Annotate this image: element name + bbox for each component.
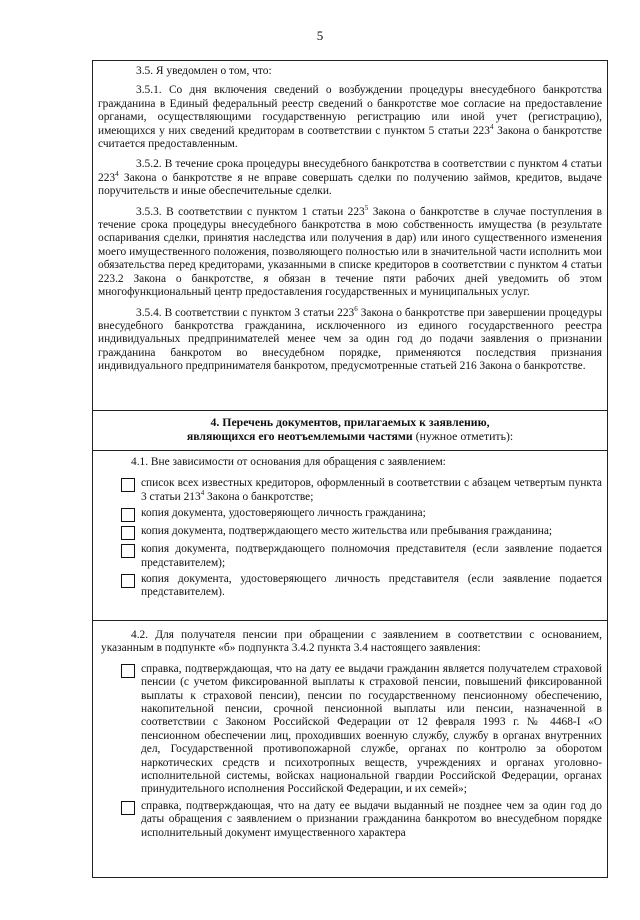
form-frame bbox=[92, 60, 608, 878]
document-checkbox-item bbox=[101, 507, 602, 522]
document-label: копия документа, подтверждающего полномочия представителя (если заявление подается представителем); bbox=[141, 543, 602, 569]
checkbox[interactable] bbox=[121, 801, 135, 815]
checkbox[interactable] bbox=[121, 664, 135, 678]
section-3-5 bbox=[93, 61, 607, 411]
document-checkbox-item bbox=[101, 543, 602, 570]
checkbox[interactable] bbox=[121, 544, 135, 558]
section-4-1-heading: 4.1. Вне зависимости от основания для обращения с заявлением: bbox=[131, 456, 446, 468]
section-3-5-lead: 3.5. Я уведомлен о том, что: bbox=[136, 65, 272, 77]
checkbox[interactable] bbox=[121, 508, 135, 522]
section-4-title bbox=[93, 411, 607, 451]
document-checkbox-item bbox=[101, 477, 602, 504]
section-4-title-line-2: являющихся его неотъемлемыми частями bbox=[186, 429, 413, 443]
checkbox[interactable] bbox=[121, 574, 135, 588]
paragraph-3-5-1: 3.5.1. Со дня включения сведений о возбуждении процедуры внесудебного банкротства гражданина в Единый федеральный реестр сведений о банкротстве мое согласие на предоставление органами, осуществляющими государственную регистрацию или иной учет (регистрацию), имеющихся у них сведений кредиторам в соответствии с пунктом 5 статьи $223^4$ Закона о банкротстве считается предоставленным. bbox=[98, 84, 602, 151]
checkbox[interactable] bbox=[121, 478, 135, 492]
section-4-title-note: (нужное отметить): bbox=[412, 429, 514, 443]
paragraph-3-5-3: 3.5.3. В соответствии с пунктом 1 статьи $223^5$ Закона о банкротстве в случае поступления в течение срока процедуры внесудебного банкротства в мою собственность имущества (в результате оспаривания сделки, принятия наследства или получения в дар) или иного существенного изменения моего имущественного положения, позволяющего полностью или в значительной части исполнить мои обязательства перед кредиторами, указанными в списке кредиторов в соответствии с пунктом 4 статьи 223.2 Закона о банкротстве, я обязан в течение пяти рабочих дней уведомить об этом многофункциональный центр предоставления государственных и муниципальных услуг. bbox=[98, 203, 602, 299]
page-number: 5 bbox=[316, 28, 324, 43]
section-4-title-line-1: 4. Перечень документов, прилагаемых к заявлению, bbox=[210, 415, 490, 429]
checkbox[interactable] bbox=[121, 526, 135, 540]
document-label: копия документа, удостоверяющего личность представителя (если заявление подается представителем). bbox=[141, 573, 602, 599]
paragraph-3-5-4: 3.5.4. В соответствии с пунктом 3 статьи $223^6$ Закона о банкротстве при завершении процедуры внесудебного банкротства гражданина, исключенного из единого государственного реестра индивидуальных предпринимателей менее чем за один год до подачи заявления о признании гражданина банкротом во внесудебном порядке, применяются последствия признания индивидуального предпринимателя банкротом, предусмотренные статьей 216 Закона о банкротстве. bbox=[98, 304, 602, 373]
section-4-2 bbox=[93, 621, 607, 877]
document-label: копия документа, удостоверяющего личность гражданина; bbox=[141, 507, 426, 520]
document-label: справка, подтверждающая, что на дату ее выдачи гражданин является получателем страховой пенсии (с учетом фиксированной выплаты к страховой пенсии, повышений фиксированной выплаты к страховой пенсии), пенсии по государственному пенсионному обеспечению, накопительной пенсии, срочной пенсионной выплаты или пенсии, назначенной в соответствии с Законом Российской Федерации от 12 февраля 1993 г. № 4468-I «О пенсионном обеспечении лиц, проходивших военную службу, службу в органах внутренних дел, Государственной противопожарной службе, органах по контролю за оборотом наркотических средств и психотропных веществ, учреждениях и органах уголовно-исполнительной системы, войсках национальной гвардии Российской Федерации, органах принудительного исполнения Российской Федерации, и их семей»; bbox=[141, 662, 602, 796]
section-4-2-heading: 4.2. Для получателя пенсии при обращении с заявлением в соответствии с основанием, указанным в подпункте «б» подпункта 3.4.2 пункта 3.4 настоящего заявления: bbox=[101, 629, 602, 655]
document-checkbox-item bbox=[101, 525, 602, 540]
document-checkbox-item bbox=[101, 573, 602, 600]
document-checkbox-item bbox=[101, 663, 602, 797]
document-label: список всех известных кредиторов, оформленный в соответствии с абзацем четвертым пункта 3 статьи $213^4$ Закона о банкротстве; bbox=[141, 477, 602, 503]
document-checkbox-item bbox=[101, 800, 602, 840]
document-label: справка, подтверждающая, что на дату ее выдачи выданный не позднее чем за один год до даты обращения с заявлением о признании гражданина банкротом во внесудебном порядке исполнительный документ имущественного характера bbox=[141, 799, 602, 839]
paragraph-3-5-2: 3.5.2. В течение срока процедуры внесудебного банкротства в соответствии с пунктом 4 статьи $223^4$ Закона о банкротстве я не вправе совершать сделки по получению займов, кредитов, выдаче поручительств и иные обеспечительные сделки. bbox=[98, 158, 602, 198]
document-label: копия документа, подтверждающего место жительства или пребывания гражданина; bbox=[141, 525, 553, 538]
section-4-1 bbox=[93, 451, 607, 621]
